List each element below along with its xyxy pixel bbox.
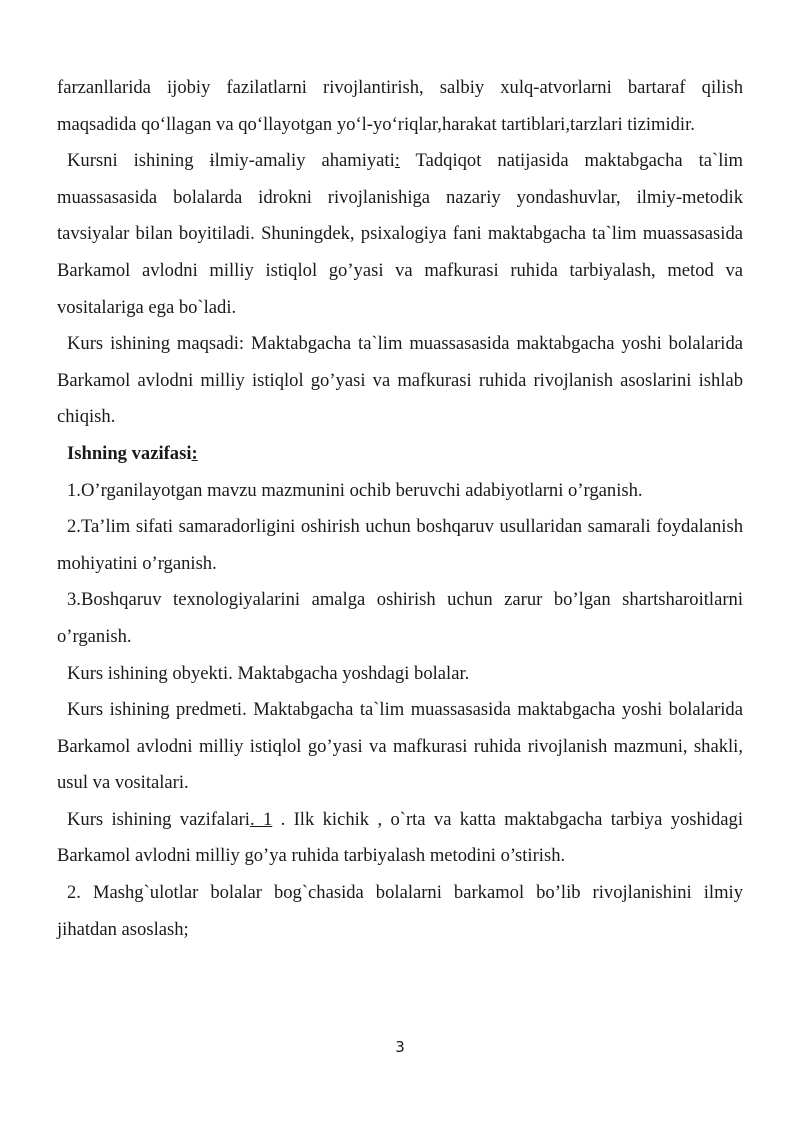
significance-body: Tadqiqot natijasida maktabgacha ta`lim muassasasida bolalarda idrokni rivojlanishiga nazariy yondashuvlar, ilmiy-metodik tavsiyalar bilan boyitiladi. Shuningdek, psixalogiya fani maktabgacha ta`lim muassasasida Barkamol avlodni milliy istiqlol go’yasi va mafkurasi ruhida tarbiyalash, metod va vositalariga ega bo`ladi.	[57, 150, 743, 318]
paragraph-practical-significance	[57, 143, 743, 326]
significance-lead: Kursni ishining ɨlmiy-amaliy ahamiyati	[67, 150, 395, 172]
task-item-2: 2.Ta’lim sifati samaradorligini oshirish uchun boshqaruv usullaridan samarali foydalanish mohiyatini o’rganish.	[57, 516, 743, 574]
objectives-marker: . 1	[249, 808, 273, 830]
task-item-3: 3.Boshqaruv texnologiyalarini amalga oshirish uchun zarur bo’lgan shartsharoitlarni o’rganish.	[57, 589, 743, 647]
heading-tasks-text: Ishning vazifasi	[67, 442, 192, 464]
heading-tasks	[57, 436, 743, 473]
significance-colon: :	[394, 150, 400, 172]
document-body	[57, 70, 743, 948]
paragraph-course-object: Kurs ishining obyekti. Maktabgacha yoshdagi bolalar.	[67, 662, 470, 684]
objectives-body: . Ilk kichik , o`rta va katta maktabgacha tarbiya yoshidagi Barkamol avlodni milliy go’ya ruhida tarbiyalash metodini o’stirish.	[57, 808, 743, 867]
objectives-lead: Kurs ishining vazifalari	[67, 808, 250, 830]
heading-tasks-colon: :	[191, 442, 198, 464]
paragraph-course-aim: Kurs ishining maqsadi: Maktabgacha ta`lim muassasasida maktabgacha yoshi bolalarida Barkamol avlodni milliy istiqlol go’yasi va mafkurasi ruhida rivojlanish asoslarini ishlab chiqish.	[57, 333, 743, 428]
paragraph-course-subject: Kurs ishining predmeti. Maktabgacha ta`lim muassasasida maktabgacha yoshi bolalarida Barkamol avlodni milliy istiqlol go’yasi va mafkurasi ruhida rivojlanish mazmuni, shakli, usul va vositalari.	[57, 699, 743, 794]
objective-item-2: 2. Mashg`ulotlar bolalar bog`chasida bolalarni barkamol bo’lib rivojlanishini ilmiy jihatdan asoslash;	[57, 882, 743, 940]
task-item-1: 1.O’rganilayotgan mavzu mazmunini ochib beruvchi adabiyotlarni o’rganish.	[67, 479, 643, 501]
paragraph-course-objectives	[57, 802, 743, 875]
page-number: 3	[395, 1038, 405, 1056]
paragraph-intro-continuation: farzanllarida ijobiy fazilatlarni rivojlantirish, salbiy xulq-atvorlarni bartaraf qilish maqsadida qo‘llagan va qo‘llayotgan yo‘l-yo‘riqlar,harakat tartiblari,tarzlari tizimidir.	[57, 77, 743, 135]
